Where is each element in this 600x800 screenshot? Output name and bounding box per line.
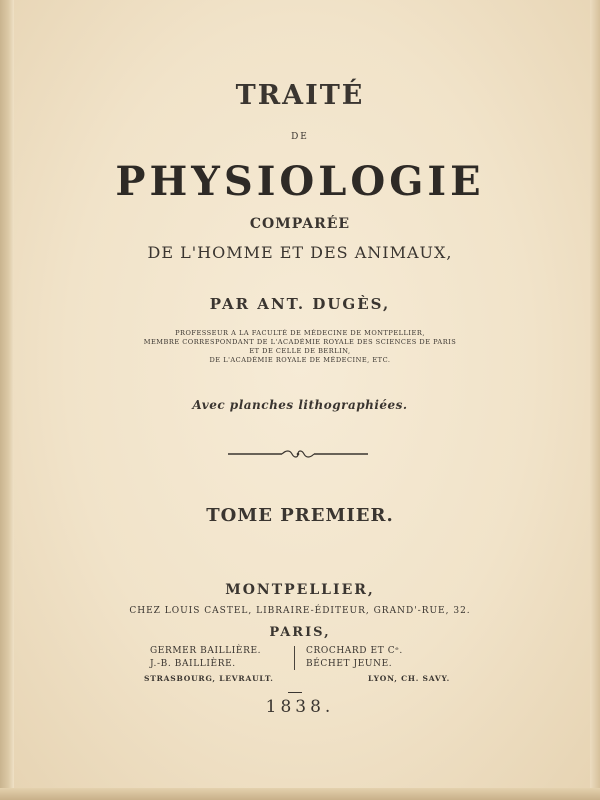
imprint-strasbourg: STRASBOURG, LEVRAULT. [144, 674, 274, 683]
author-credential: MEMBRE CORRESPONDANT DE L'ACADÉMIE ROYALE DES SCIENCES DE PARIS [143, 338, 457, 346]
bookseller-divider [294, 646, 295, 670]
year-dash [288, 692, 302, 693]
main-title: PHYSIOLOGIE [115, 158, 485, 205]
author-credential: ET DE CELLE DE BERLIN, [249, 347, 351, 355]
ornament-rule [228, 449, 368, 459]
plates-note: Avec planches lithographiées. [192, 398, 408, 412]
bookseller-name: GERMER BAILLIÈRE. [150, 646, 262, 656]
volume-label: TOME PREMIER. [206, 505, 394, 526]
bookseller-name: J.-B. BAILLIÈRE. [150, 659, 236, 669]
author-credential: PROFESSEUR A LA FACULTÉ DE MÉDECINE DE MONTPELLIER, [175, 329, 425, 337]
title-subject: DE L'HOMME ET DES ANIMAUX, [147, 243, 453, 262]
publication-year: 1838. [265, 697, 335, 717]
page-bottom-edge [0, 788, 600, 800]
imprint-city: MONTPELLIER, [225, 582, 375, 598]
imprint-publisher: CHEZ LOUIS CASTEL, LIBRAIRE-ÉDITEUR, GRAND'-RUE, 32. [129, 606, 471, 616]
paris-booksellers-right [306, 645, 403, 671]
imprint-paris: PARIS, [269, 625, 331, 640]
paris-booksellers [0, 645, 600, 671]
bookseller-name: CROCHARD ET Cᵉ. [306, 646, 403, 656]
title-de: DE [291, 132, 309, 142]
imprint-lyon: LYON, CH. SAVY. [368, 674, 451, 683]
title-comparee: COMPARÉE [249, 216, 351, 232]
author-credential: DE L'ACADÉMIE ROYALE DE MÉDECINE, ETC. [209, 356, 391, 364]
bookseller-name: BÉCHET JEUNE. [306, 659, 393, 669]
paris-booksellers-left [150, 645, 261, 671]
author-byline: PAR ANT. DUGÈS, [209, 295, 391, 313]
title-line-1: TRAITÉ [235, 80, 365, 111]
